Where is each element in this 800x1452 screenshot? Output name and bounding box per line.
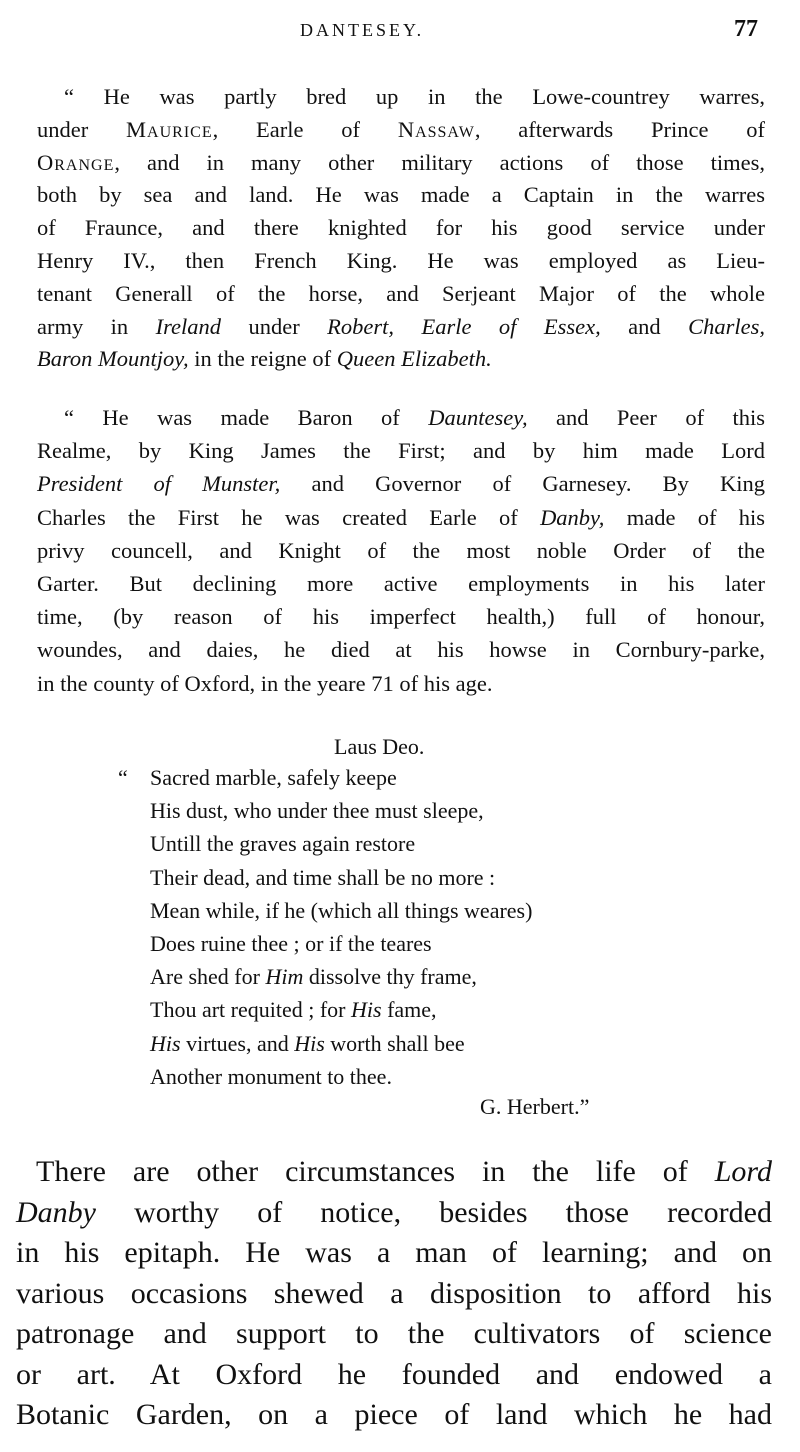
- text-segment: Another monument to thee.: [150, 1063, 392, 1089]
- poem-attribution: G. Herbert.”: [480, 1094, 590, 1119]
- text-segment: Realme, by King James the First; and by him made Lord: [37, 438, 765, 464]
- italic-text: Robert, Earle of Essex,: [327, 313, 601, 339]
- text-segment: patronage and support to the cultivators of science: [16, 1317, 772, 1350]
- small-caps-text: Maurice: [126, 116, 213, 142]
- italic-text: Danby,: [540, 504, 605, 530]
- italic-text: Him: [265, 964, 304, 990]
- text-line: [64, 405, 765, 431]
- text-segment: Are shed for: [150, 964, 266, 990]
- text-segment: Henry IV., then French King. He was employed as Lieu-: [37, 248, 765, 273]
- text-line: [16, 1277, 772, 1311]
- text-segment: various occasions shewed a disposition to afford his: [16, 1276, 772, 1310]
- text-segment: in the reigne of: [188, 346, 337, 372]
- text-line: [150, 964, 477, 990]
- text-segment: made of his: [604, 504, 765, 530]
- text-segment: worthy of notice, besides those recorded: [95, 1195, 772, 1229]
- text-line: [37, 671, 765, 697]
- text-line: [36, 1155, 772, 1189]
- text-line: [37, 604, 765, 630]
- text-segment: fame,: [381, 997, 437, 1023]
- text-line: [150, 931, 432, 957]
- text-segment: tenant Generall of the horse, and Serjeant Major of the whole: [37, 280, 765, 306]
- text-line: [37, 215, 765, 241]
- text-segment: His dust, who under thee must sleepe,: [150, 798, 484, 824]
- text-segment: and Peer of this: [527, 405, 765, 430]
- text-segment: in the county of Oxford, in the yeare 71 of his age.: [37, 670, 493, 696]
- text-segment: Their dead, and time shall be no more :: [150, 864, 496, 890]
- text-line: [37, 182, 765, 208]
- running-title: DANTESEY.: [300, 20, 425, 40]
- text-segment: Does ruine thee ; or if the teares: [150, 931, 432, 956]
- italic-text: Lord: [714, 1155, 772, 1188]
- text-segment: in his epitaph. He was a man of learning; and on: [16, 1236, 772, 1269]
- text-segment: of Fraunce, and there knighted for his good service under: [37, 215, 765, 241]
- text-segment: Botanic Garden, on a piece of land which he had: [16, 1398, 772, 1431]
- italic-text: Charles,: [688, 313, 765, 339]
- text-segment: woundes, and daies, he died at his howse in Cornbury-parke,: [37, 637, 765, 663]
- text-segment: and Governor of Garnesey. By King: [280, 471, 765, 497]
- text-segment: under: [221, 313, 328, 339]
- text-segment: time, (by reason of his imperfect health,) full of honour,: [37, 604, 765, 630]
- text-segment: Garter. But declining more active employments in his later: [37, 571, 765, 596]
- small-caps-text: Orange: [37, 149, 115, 175]
- text-line: [16, 1196, 772, 1230]
- text-segment: “ He was partly bred up in the Lowe-countrey warres,: [64, 84, 765, 109]
- text-segment: privy councell, and Knight of the most noble Order of the: [37, 537, 765, 563]
- text-segment: Sacred marble, safely keepe: [150, 765, 397, 790]
- italic-text: Queen Elizabeth.: [336, 346, 492, 372]
- text-line: [150, 898, 532, 924]
- text-line: [37, 637, 765, 663]
- text-segment: dissolve thy frame,: [303, 964, 477, 990]
- text-line: [37, 117, 765, 143]
- text-segment: Untill the graves again restore: [150, 831, 416, 857]
- italic-text: Dauntesey,: [428, 405, 528, 430]
- text-segment: virtues, and: [180, 1030, 295, 1056]
- text-line: [150, 798, 484, 824]
- text-line: [150, 1031, 465, 1057]
- text-line: [16, 1317, 772, 1351]
- italic-text: Baron Mountjoy,: [37, 346, 189, 372]
- text-segment: or art. At Oxford he founded and endowed a: [16, 1357, 772, 1391]
- text-segment: under: [37, 116, 127, 142]
- text-line: [37, 438, 765, 464]
- text-segment: , Earle of: [212, 116, 398, 142]
- small-caps-text: Nassaw: [397, 116, 475, 142]
- text-line: [150, 1064, 392, 1090]
- text-line: [150, 765, 397, 791]
- italic-text: Ireland: [155, 313, 222, 339]
- text-line: [64, 84, 765, 110]
- text-line: [37, 346, 765, 372]
- text-line: [16, 1236, 772, 1270]
- text-line: [37, 571, 765, 597]
- text-line: [150, 865, 495, 891]
- text-line: [37, 471, 765, 497]
- italic-text: His: [351, 997, 382, 1023]
- text-segment: “ He was made Baron of: [64, 405, 429, 430]
- text-segment: Charles the First he was created Earle of: [37, 504, 541, 530]
- text-segment: Mean while, if he (which all things weares): [150, 897, 533, 923]
- text-segment: There are other circumstances in the life of: [36, 1155, 715, 1188]
- italic-text: His: [294, 1030, 325, 1056]
- text-line: [37, 150, 765, 176]
- text-line: [16, 1358, 772, 1392]
- text-line: [37, 314, 765, 340]
- text-line: [37, 281, 765, 307]
- text-segment: both by sea and land. He was made a Captain in the warres: [37, 182, 765, 208]
- text-line: [150, 831, 415, 857]
- text-line: [37, 538, 765, 564]
- text-segment: and: [600, 313, 689, 339]
- text-line: [150, 997, 437, 1023]
- poem-heading: Laus Deo.: [334, 734, 425, 759]
- italic-text: Danby: [16, 1195, 96, 1229]
- text-line: [16, 1398, 772, 1432]
- text-segment: army in: [37, 313, 156, 339]
- text-segment: , afterwards Prince of: [474, 116, 765, 142]
- text-segment: Thou art requited ; for: [150, 997, 351, 1023]
- italic-text: His: [150, 1030, 181, 1056]
- poem-open-quote: “: [118, 765, 128, 790]
- text-line: [37, 505, 765, 531]
- page-number: 77: [734, 16, 758, 42]
- text-segment: , and in many other military actions of those times,: [114, 149, 765, 175]
- text-segment: worth shall bee: [324, 1030, 465, 1056]
- italic-text: President of Munster,: [37, 471, 281, 497]
- text-line: [37, 248, 765, 274]
